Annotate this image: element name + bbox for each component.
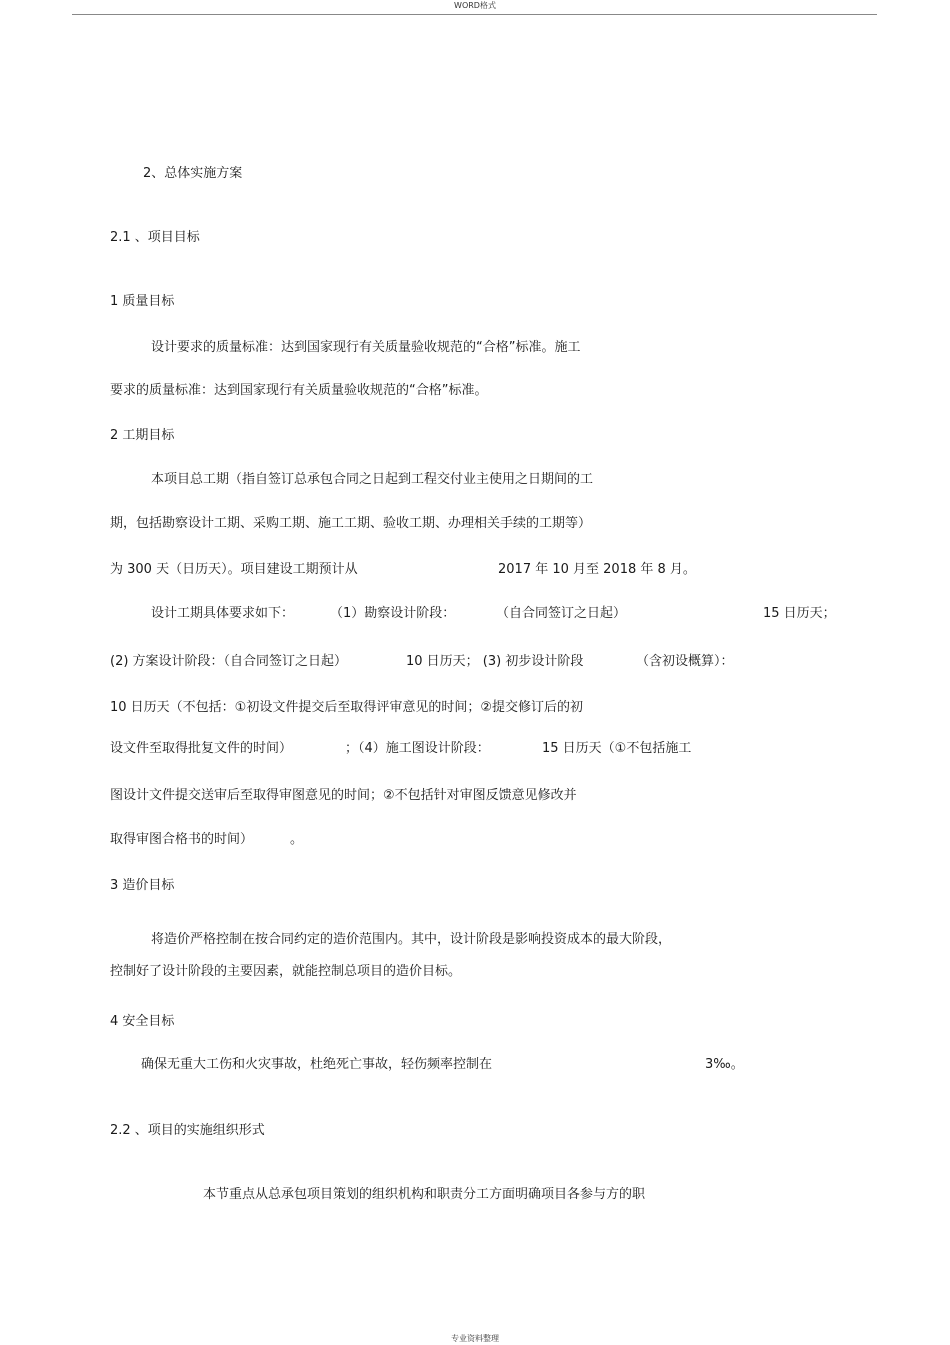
paragraph-line: 。 — [290, 832, 304, 847]
paragraph-line: 10 日历天； (3) 初步设计阶段 — [406, 654, 584, 669]
paragraph-line: 设文件至取得批复文件的时间） — [110, 741, 293, 756]
paragraph-line: 本项目总工期（指自签订总承包合同之日起到工程交付业主使用之日期间的工 — [151, 472, 594, 487]
paragraph-line: 设计要求的质量标准：达到国家现行有关质量验收规范的“合格”标准。施工 — [151, 340, 581, 355]
paragraph-line: （自合同签订之日起） — [496, 606, 627, 621]
paragraph-line: 本节重点从总承包项目策划的组织机构和职责分工方面明确项目各参与方的职 — [203, 1187, 646, 1202]
section-heading-2: 2、总体实施方案 — [143, 166, 243, 181]
paragraph-line: 2017 年 10 月至 2018 年 8 月。 — [498, 562, 696, 577]
paragraph-line: 10 日历天（不包括：①初设文件提交后至取得评审意见的时间；②提交修订后的初 — [110, 700, 583, 715]
paragraph-line: 为 300 天（日历天）。项目建设工期预计从 — [110, 562, 358, 577]
paragraph-line: 将造价严格控制在按合同约定的造价范围内。其中，设计阶段是影响投资成本的最大阶段， — [151, 932, 672, 947]
paragraph-line: （含初设概算）： — [636, 654, 734, 669]
paragraph-line: 控制好了设计阶段的主要因素，就能控制总项目的造价目标。 — [110, 964, 462, 979]
heading-schedule-target: 2 工期目标 — [110, 428, 175, 443]
subsection-heading-2-2: 2.2 、项目的实施组织形式 — [110, 1123, 265, 1138]
page-header: WORD格式 — [454, 1, 496, 10]
paragraph-line: 设计工期具体要求如下： — [151, 606, 295, 621]
heading-safety-target: 4 安全目标 — [110, 1014, 175, 1029]
paragraph-line: 15 日历天（①不包括施工 — [542, 741, 692, 756]
paragraph-line: 3‰。 — [705, 1057, 744, 1072]
paragraph-line: 图设计文件提交送审后至取得审图意见的时间；②不包括针对审图反馈意见修改并 — [110, 788, 577, 803]
heading-cost-target: 3 造价目标 — [110, 878, 175, 893]
paragraph-line: 15 日历天； — [763, 606, 836, 621]
paragraph-line: 取得审图合格书的时间） — [110, 832, 254, 847]
page-footer: 专业资料整理 — [451, 1334, 499, 1343]
paragraph-line: （1）勘察设计阶段： — [330, 606, 456, 621]
paragraph-line: 要求的质量标准：达到国家现行有关质量验收规范的“合格”标准。 — [110, 383, 488, 398]
subsection-heading-2-1: 2.1 、项目目标 — [110, 230, 200, 245]
paragraph-line: 期，包括勘察设计工期、采购工期、施工工期、验收工期、办理相关手续的工期等） — [110, 516, 592, 531]
paragraph-line: 确保无重大工伤和火灾事故，杜绝死亡事故，轻伤频率控制在 — [141, 1057, 493, 1072]
heading-quality-target: 1 质量目标 — [110, 294, 175, 309]
paragraph-line: (2) 方案设计阶段：（自合同签订之日起） — [110, 654, 348, 669]
paragraph-line: ；（4）施工图设计阶段： — [345, 741, 490, 756]
header-rule — [72, 14, 877, 15]
